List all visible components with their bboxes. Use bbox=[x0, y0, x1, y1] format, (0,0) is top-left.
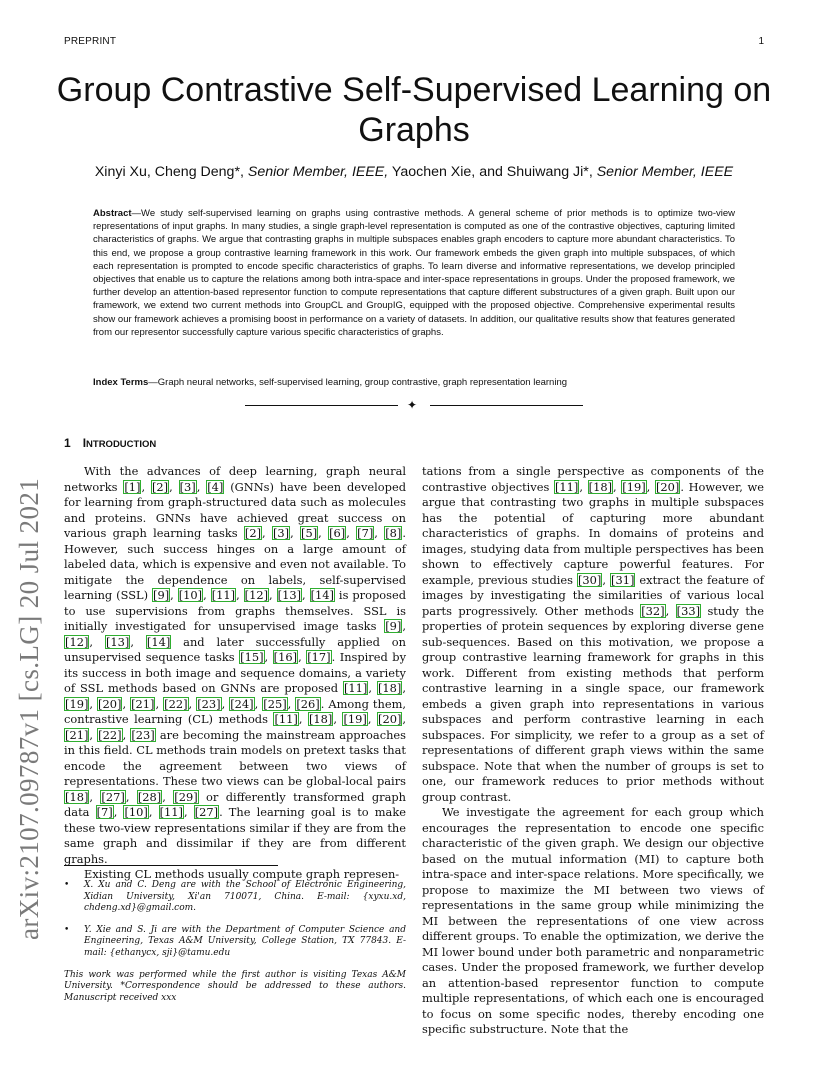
citation-link[interactable]: [12] bbox=[244, 588, 269, 602]
abstract-text: —We study self-supervised learning on graphs using contrastive methods. A general scheme of prior methods is to optimize two-view representations of input graphs. In many studies, a single graph-level representation is computed as one of the contrastive objectives, capturing limited characteristics of graphs. We argue that contrasting graphs in multiple subspaces enables graph encoders to capture more abundant characteristics. To this end, we propose a group contrastive learning framework in this work. Our framework embeds the given graph into multiple subspaces, of which each representation is prompted to encode specific characteristics of graphs. To learn diverse and informative representations, we develop principled objectives that enable us to capture the relations among both intra-space and inter-space representations in groups. Under the proposed framework, we further develop an attention-based representor function to compute representations that capture different substructures of a given graph. Built upon our framework, we extend two current methods into GroupCL and GroupIG, equipped with the proposed objective. Comprehensive experimental results show our framework achieves a promising boost in performance on a variety of datasets. In addition, our qualitative results show that features generated from our representor successfully capture various specific characteristics of graphs. bbox=[93, 208, 735, 338]
running-header: PREPRINT bbox=[64, 36, 117, 47]
citation-link[interactable]: [12] bbox=[65, 634, 89, 649]
citation-link[interactable]: [7] bbox=[357, 526, 374, 540]
citation-link[interactable]: [11] bbox=[274, 712, 298, 726]
citation-link[interactable]: [26] bbox=[296, 696, 320, 711]
citation-link[interactable]: [2] bbox=[244, 526, 262, 540]
citation-link[interactable]: [4] bbox=[207, 479, 224, 494]
paragraph: Existing CL methods usually compute graph represen- bbox=[84, 867, 400, 881]
footnote-note: This work was performed while the first author is visiting Texas A&M University. *Correspondence should be addressed to these authors. Manuscript received xxx bbox=[64, 969, 406, 1003]
citation-link[interactable]: [18] bbox=[588, 479, 613, 494]
paragraph: With the advances of deep learning, graph neural networks [1], [2], [3], [4] (GNNs) have been developed for learning from graph-structured data such as molecules and proteins. GNNs have achieved great success on various graph learning tasks [2], [3], [5], [6], [7], [8]. However, such success hinges on a large amount of labeled data, which is expensive and even not available. To mitigate the dependence on labels, self-supervised learning (SSL) [9], [10], [11], [12], [13], [14] is proposed to use supervisions from graphs themselves. SSL is initially investigated for unsupervised image tasks [9], [12], [13], [14] and later successfully applied on unsupervised sequence tasks [15], [16], [17]. Inspired by its success in both image and sequence domains, a variety of SSL methods based on GNNs are proposed [11], [18], [19], [20], [21], [22], [23], [24], [25], [26]. Among them, contrastive learning (CL) methods [11], [18], [19], [20], [21], [22], [23] are becoming the mainstream approaches in this field. CL methods train models on pretext tasks that encode the agreement between two views of representations. These two views can be global-local pairs [18], [27], [28], [29] or differently transformed graph data [7], [10], [11], [27]. The learning goal is to make these two-view representations similar if they are from the same graph and dissimilar if they are from different graphs. bbox=[64, 464, 407, 866]
citation-link[interactable]: [29] bbox=[174, 789, 198, 804]
paragraph: We investigate the agreement for each group which encourages the representation to encode one specific characteristic of the given graph. We design our objective based on the mutual information (MI) to capture both intra-space and inter-space relations. More specifically, we propose to maximize the MI between two views of representations in the same group while minimizing the MI between the representations of one view across different groups. To enable the optimization, we derive the MI lower bound under both parametric and nonparametric cases. Under the proposed framework, we further develop an attention-based representor function to compute multiple representations, of which each one is encouraged to focus on some specific nodes, thereby encoding one specific substructure. Note that the bbox=[422, 805, 764, 1036]
citation-link[interactable]: [9] bbox=[153, 588, 170, 602]
section-number: 1 bbox=[64, 436, 71, 450]
citation-link[interactable]: [8] bbox=[385, 526, 402, 540]
footnote-item bbox=[64, 925, 406, 960]
citation-link[interactable]: [10] bbox=[178, 588, 203, 602]
citation-link[interactable]: [15] bbox=[240, 650, 264, 664]
citation-link[interactable]: [11] bbox=[343, 681, 368, 695]
citation-link[interactable]: [3] bbox=[179, 479, 196, 494]
citation-link[interactable]: [19] bbox=[65, 696, 89, 711]
citation-link[interactable]: [2] bbox=[151, 479, 169, 494]
citation-link[interactable]: [1] bbox=[124, 479, 141, 494]
citation-link[interactable]: [21] bbox=[65, 727, 89, 742]
citation-link[interactable]: [27] bbox=[194, 805, 219, 819]
index-terms bbox=[93, 376, 735, 389]
citation-link[interactable]: [13] bbox=[105, 634, 130, 649]
citation-link[interactable]: [23] bbox=[131, 727, 155, 742]
separator-line-right bbox=[430, 405, 583, 406]
citation-link[interactable]: [14] bbox=[310, 588, 334, 602]
citation-link[interactable]: [19] bbox=[622, 479, 646, 494]
author-role-2: Senior Member, IEEE bbox=[596, 164, 734, 180]
footnote-text: Y. Xie and S. Ji are with the Department of Computer Science and Engineering, Texas A&M University, College Station, TX 77843. E-mail: {ethanycx, sji}@tamu.edu bbox=[84, 924, 406, 958]
citation-link[interactable]: [20] bbox=[378, 712, 402, 726]
citation-link[interactable]: [21] bbox=[131, 696, 155, 711]
right-column bbox=[422, 464, 764, 1038]
abstract-label: Abstract bbox=[93, 208, 132, 219]
left-column bbox=[64, 464, 406, 883]
citation-link[interactable]: [33] bbox=[676, 603, 701, 618]
citation-link[interactable]: [6] bbox=[329, 526, 346, 540]
authors-part-1: Xinyi Xu, Cheng Deng*, bbox=[94, 164, 248, 180]
citation-link[interactable]: [14] bbox=[146, 634, 171, 649]
footnote-rule bbox=[64, 865, 278, 866]
footnote-text: X. Xu and C. Deng are with the School of Electronic Engineering, Xidian University, Xi'an 710071, China. E-mail: {xyxu.xd, chdeng.xd}@gmail.com. bbox=[84, 880, 406, 914]
author-role-1: Senior Member, IEEE, bbox=[247, 164, 389, 180]
paragraph: tations from a single perspective as components of the contrastive objectives [11], [18], [19], [20]. However, we argue that contrasting two graphs in multiple subspaces has the potential of capturing more abundant characteristics of graphs. In domains of proteins and images, studying data from multiple perspectives has been shown to effectively capture powerful features. For example, previous studies [30], [31] extract the feature of images by investigating the similarities of various local parts progressively. Other methods [32], [33] study the properties of protein sequences by exploring diverse gene sub-sequences. Based on this motivation, we propose a group contrastive learning framework for graphs in this work. Different from existing methods that perform contrastive learning in a single space, our framework embeds a given graph into representations in various subspaces and perform contrastive learning in each subspaces. For simplicity, we refer to a group as a set of representations of different graph views within the same subspace. Note that when the number of groups is set to one, our framework reduces to prior methods without group contrast. bbox=[422, 464, 764, 804]
citation-link[interactable]: [18] bbox=[377, 681, 402, 695]
footnote-item bbox=[64, 880, 406, 915]
section-heading bbox=[64, 436, 156, 450]
section-title-initial: I bbox=[82, 436, 87, 450]
paper-title: Group Contrastive Self-Supervised Learning on Graphs bbox=[56, 71, 772, 149]
citation-link[interactable]: [22] bbox=[98, 727, 122, 742]
citation-link[interactable]: [23] bbox=[197, 696, 221, 711]
citation-link[interactable]: [9] bbox=[385, 619, 402, 633]
index-terms-text: —Graph neural networks, self-supervised learning, group contrastive, graph representation learning bbox=[148, 377, 568, 388]
citation-link[interactable]: [7] bbox=[96, 805, 113, 819]
citation-link[interactable]: [28] bbox=[137, 789, 162, 804]
bullet-icon: • bbox=[64, 924, 70, 935]
citation-link[interactable]: [17] bbox=[307, 650, 331, 664]
citation-link[interactable]: [13] bbox=[277, 588, 302, 602]
citation-link[interactable]: [11] bbox=[211, 588, 236, 602]
author-line bbox=[40, 164, 788, 180]
citation-link[interactable]: [3] bbox=[272, 526, 290, 540]
citation-link[interactable]: [11] bbox=[554, 479, 579, 494]
authors-part-2: Yaochen Xie, and Shuiwang Ji*, bbox=[388, 164, 597, 180]
citation-link[interactable]: [30] bbox=[577, 572, 602, 587]
section-separator bbox=[245, 398, 585, 417]
section-title-rest: NTRODUCTION bbox=[86, 439, 157, 450]
arxiv-stamp: arXiv:2107.09787v1 [cs.LG] 20 Jul 2021 bbox=[14, 477, 44, 940]
index-terms-label: Index Terms bbox=[93, 377, 149, 388]
page-number: 1 bbox=[758, 36, 764, 47]
citation-link[interactable]: [5] bbox=[301, 526, 318, 540]
footnotes bbox=[64, 880, 406, 1004]
citation-link[interactable]: [25] bbox=[263, 696, 287, 711]
citation-link[interactable]: [20] bbox=[655, 479, 680, 494]
citation-link[interactable]: [32] bbox=[641, 603, 665, 618]
abstract bbox=[93, 207, 735, 339]
citation-link[interactable]: [16] bbox=[273, 650, 298, 664]
citation-link[interactable]: [31] bbox=[611, 572, 635, 587]
citation-link[interactable]: [10] bbox=[124, 805, 148, 819]
separator-diamond-icon: ✦ bbox=[407, 398, 418, 412]
citation-link[interactable]: [22] bbox=[164, 696, 188, 711]
citation-link[interactable]: [18] bbox=[308, 712, 333, 726]
citation-link[interactable]: [20] bbox=[98, 696, 122, 711]
bullet-icon: • bbox=[64, 880, 70, 890]
citation-link[interactable]: [11] bbox=[159, 805, 183, 819]
citation-link[interactable]: [18] bbox=[65, 789, 89, 804]
citation-link[interactable]: [24] bbox=[230, 696, 254, 711]
citation-link[interactable]: [27] bbox=[101, 789, 125, 804]
citation-link[interactable]: [19] bbox=[343, 712, 367, 726]
separator-line-left bbox=[245, 405, 398, 406]
